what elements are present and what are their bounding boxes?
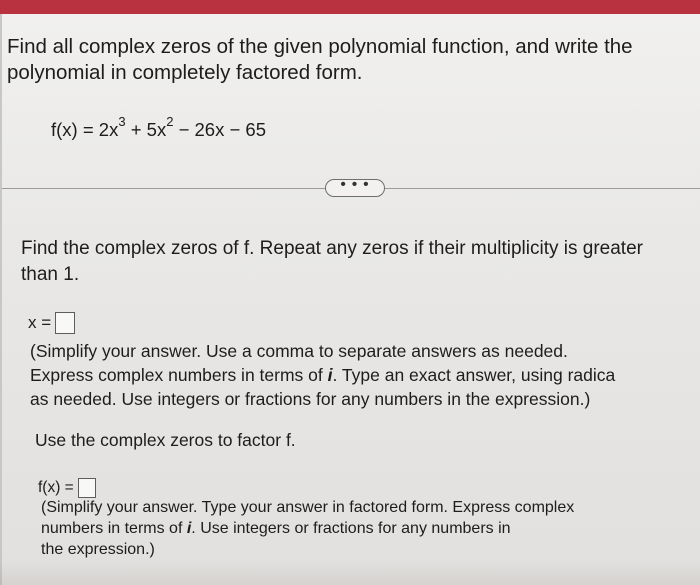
part2-instruction: Use the complex zeros to factor f. — [35, 430, 296, 450]
part2-hint-line-2 — [41, 518, 574, 539]
part1-hint-line-3: as needed. Use integers or fractions for any numbers in the expression.) — [30, 389, 591, 409]
question-line-2: polynomial in completely factored form. — [7, 61, 363, 84]
factor-answer-input[interactable] — [78, 478, 96, 498]
question-text — [7, 34, 687, 86]
zeros-answer-row — [28, 312, 75, 334]
left-border — [0, 14, 2, 585]
factor-answer-label: f(x) = — [38, 479, 74, 496]
part1-hint-line-2-start: Express complex numbers in terms of — [30, 365, 323, 385]
function-exponent-1: 3 — [118, 114, 126, 129]
part1-hint-line-1: (Simplify your answer. Use a comma to separate answers as needed. — [30, 341, 568, 361]
polynomial-function — [51, 114, 267, 141]
part1-prompt-line-2: than 1. — [21, 264, 80, 285]
part1-hint-line-2 — [30, 363, 615, 387]
part2-hint — [41, 497, 574, 560]
function-lhs: f(x) = 2x — [51, 119, 119, 141]
more-button[interactable]: • • • — [325, 179, 385, 197]
zeros-answer-input[interactable] — [55, 312, 75, 334]
zeros-answer-label: x = — [28, 313, 52, 332]
question-line-1: Find all complex zeros of the given polynomial function, and write the — [7, 35, 633, 58]
part2-hint-line-2-start: numbers in terms of — [41, 520, 183, 537]
part2-hint-line-3: the expression.) — [41, 541, 155, 558]
part1-prompt — [21, 236, 700, 288]
top-accent-bar — [0, 0, 700, 14]
part2-hint-line-1: (Simplify your answer. Type your answer in factored form. Express complex — [41, 499, 575, 516]
part1-prompt-line-1: Find the complex zeros of f. Repeat any zeros if their multiplicity is greater — [21, 238, 643, 259]
function-mid: + 5x — [125, 119, 167, 141]
factor-answer-row — [38, 478, 96, 498]
part2-hint-line-2-end: . Use integers or fractions for any numbers in — [191, 520, 511, 537]
function-exponent-2: 2 — [166, 114, 174, 129]
bottom-shade — [0, 560, 700, 585]
part2-hint-variable: i — [186, 520, 192, 537]
part1-hint-line-2-end: . Type an exact answer, using radica — [332, 365, 616, 385]
part1-hint-variable: i — [327, 365, 333, 385]
function-rhs: − 26x − 65 — [173, 119, 267, 141]
part1-hint — [30, 339, 615, 411]
